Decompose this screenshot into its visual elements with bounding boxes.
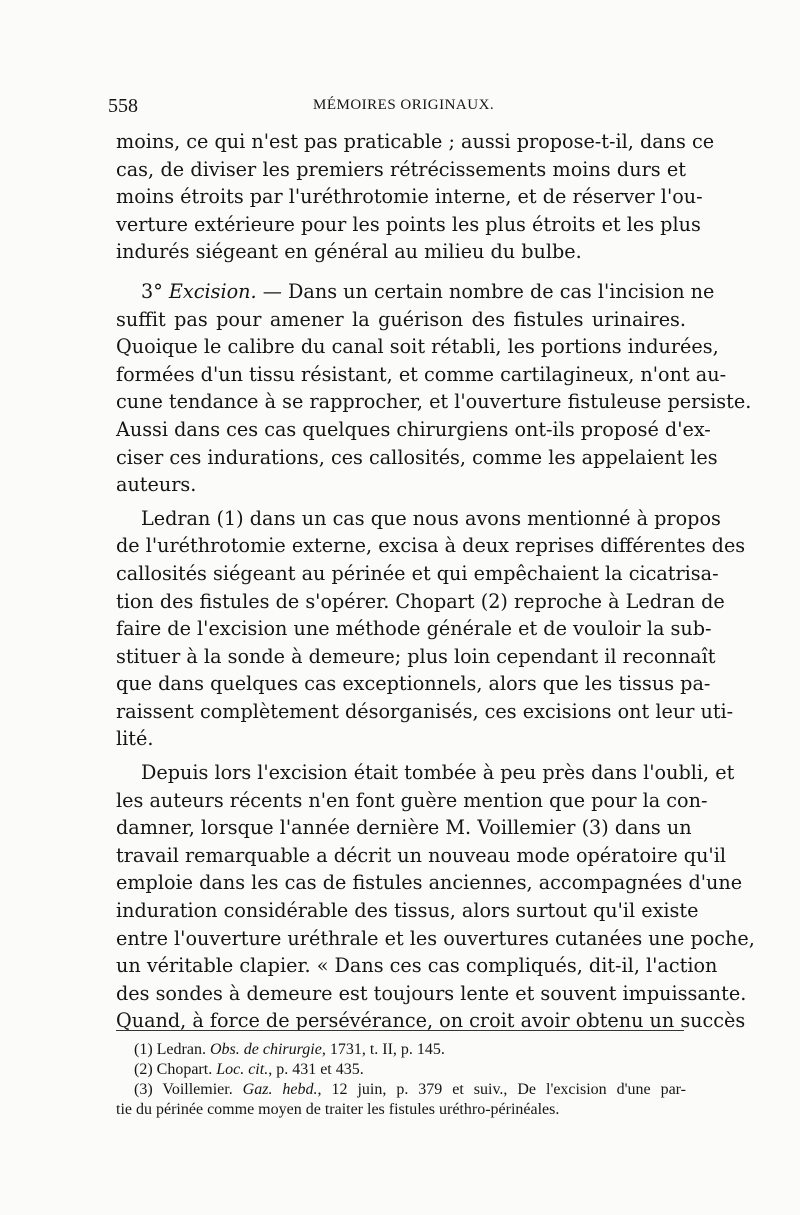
text-line: moins, ce qui n'est pas praticable ; aussi propose-t-il, dans ce (116, 130, 715, 153)
running-head: MÉMOIRES ORIGINAUX. (313, 97, 495, 113)
text-line: indurés siégeant en général au milieu du bulbe. (116, 240, 582, 264)
text-line: callosités siégeant au périnée et qui empêchaient la cicatrisa- (116, 561, 719, 585)
footnote-text: , 12 juin, p. 379 et suiv., De l'excision d'une par- (317, 1081, 687, 1098)
footnote-source-title: Loc. cit. (216, 1061, 269, 1078)
text-line: que dans quelques cas exceptionnels, alors que les tissus pa- (116, 672, 711, 696)
footnote-rule (116, 1030, 684, 1031)
text-line: Quoique le calibre du canal soit rétabli, les portions indurées, (116, 335, 719, 359)
text-line: Quand, à force de persévérance, on croit avoir obtenu un succès (116, 1009, 746, 1033)
text-line: travail remarquable a décrit un nouveau mode opératoire qu'il (116, 843, 726, 867)
footnote-3-continuation: tie du périnée comme moyen de traiter les fistules uréthro-périnéales. (116, 1101, 560, 1118)
text-line: Aussi dans ces cas quelques chirurgiens ont-ils proposé d'ex- (116, 417, 711, 441)
section-dash: — (262, 279, 282, 303)
text-line: faire de l'excision une méthode générale et de vouloir la sub- (116, 617, 712, 641)
footnote-source-title: Gaz. hebd. (242, 1081, 318, 1098)
page-number: 558 (108, 95, 138, 117)
text-line: verture extérieure pour les points les plus étroits et les plus (116, 212, 701, 236)
page-header (108, 93, 688, 123)
text-line: entre l'ouverture uréthrale et les ouvertures cutanées une poche, (116, 926, 755, 950)
section-heading-line (116, 278, 715, 306)
paragraph-gap (116, 266, 686, 278)
text-line: tion des fistules de s'opérer. Chopart (2) reproche à Ledran de (116, 589, 725, 613)
footnote-text: , p. 431 et 435. (268, 1061, 364, 1078)
text-line: formées d'un tissu résistant, et comme cartilagineux, n'ont au- (116, 362, 727, 386)
text-line: stituer à la sonde à demeure; plus loin cependant il reconnaît (116, 644, 716, 668)
text-line: un véritable clapier. « Dans ces cas compliqués, dit-il, l'action (116, 954, 718, 978)
text-line: Ledran (1) dans un cas que nous avons mentionné à propos (141, 506, 721, 530)
footnote-text: (3) Voillemier. (134, 1081, 243, 1098)
text-line: les auteurs récents n'en font guère mention que pour la con- (116, 788, 708, 812)
text-line: lité. (116, 727, 154, 751)
section-number: 3° (141, 279, 163, 303)
body-text (116, 128, 755, 1035)
footnote-text: (1) Ledran. (134, 1041, 210, 1058)
footnote-1 (116, 1040, 686, 1060)
text-line: cas, de diviser les premiers rétrécissements moins durs et (116, 157, 686, 181)
footnote-2 (116, 1060, 686, 1080)
text-line: Depuis lors l'excision était tombée à peu près dans l'oubli, et (141, 761, 735, 785)
text-line: moins étroits par l'uréthrotomie interne, et de réserver l'ou- (116, 185, 703, 209)
text-line: des sondes à demeure est toujours lente et souvent impuissante. (116, 981, 747, 1005)
footnote-text: (2) Chopart. (134, 1061, 217, 1078)
text-line: suffit pas pour amener la guérison des fistules urinaires. (116, 307, 686, 331)
text-line: ciser ces indurations, ces callosités, comme les appelaient les (116, 445, 718, 469)
text-line: induration considérable des tissus, alors surtout qu'il existe (116, 899, 699, 923)
footnote-text: , 1731, t. II, p. 145. (321, 1041, 445, 1058)
text-line: Dans un certain nombre de cas l'incision ne (288, 279, 715, 303)
text-line: damner, lorsque l'année dernière M. Voillemier (3) dans un (116, 816, 692, 840)
section-title: Excision. (168, 279, 257, 303)
text-line: cune tendance à se rapprocher, et l'ouverture fistuleuse persiste. (116, 390, 752, 414)
text-line: emploie dans les cas de fistules anciennes, accompagnées d'une (116, 871, 743, 895)
text-line: raissent complètement désorganisés, ces excisions ont leur uti- (116, 699, 734, 723)
text-line: de l'uréthrotomie externe, excisa à deux reprises différentes des (116, 534, 746, 558)
text-line: auteurs. (116, 473, 197, 497)
footnote-source-title: Obs. de chirurgie (209, 1041, 322, 1058)
footnote-3 (116, 1080, 686, 1100)
footnotes (116, 1040, 686, 1120)
